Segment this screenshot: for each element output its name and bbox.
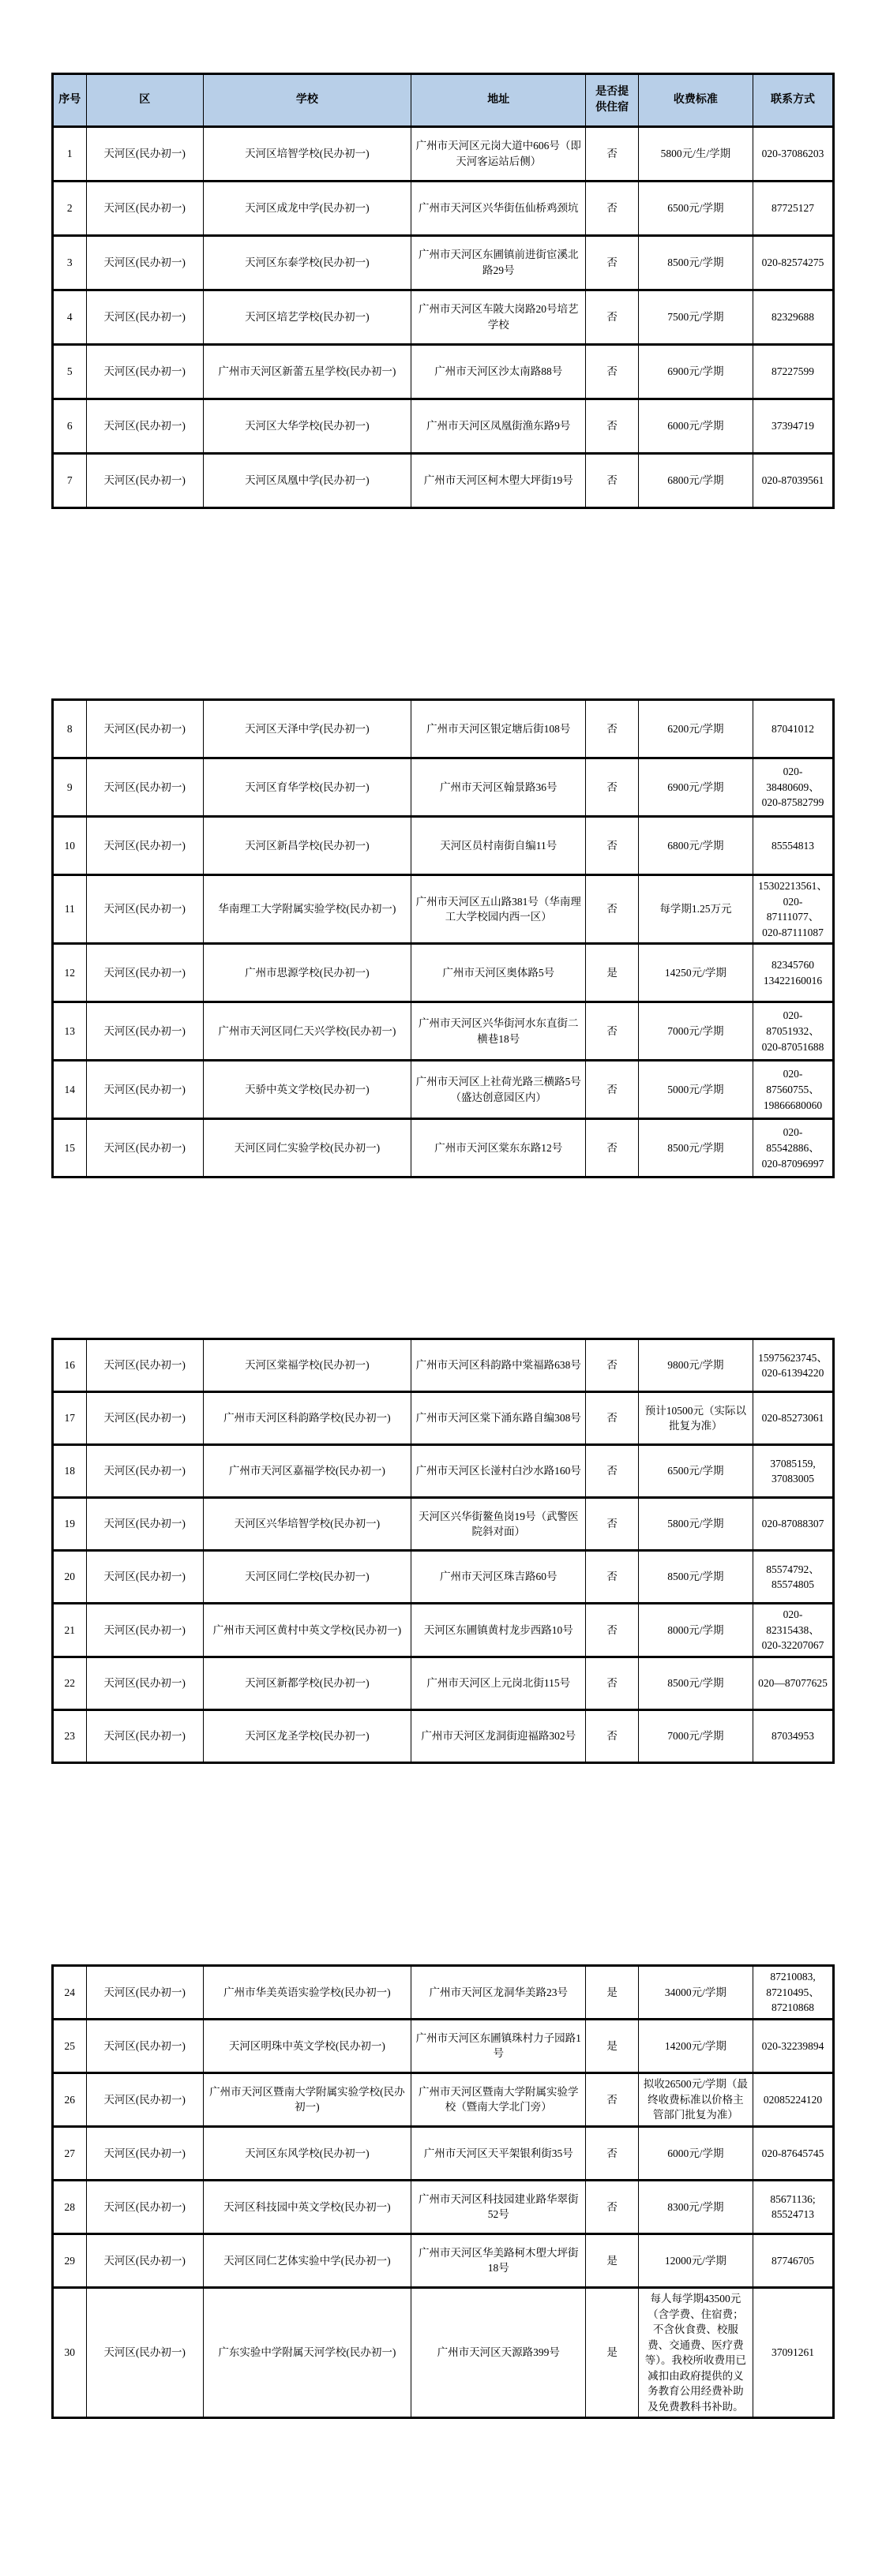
table-cell-fee: 6500元/学期 (638, 182, 753, 236)
table-row (53, 1119, 834, 1178)
table-cell-district: 天河区(民办初一) (86, 944, 203, 1002)
table-cell-fee: 14250元/学期 (638, 944, 753, 1002)
table-cell-contact: 85554813 (753, 817, 834, 875)
table-cell-school: 天河区培艺学校(民办初一) (203, 290, 411, 345)
table-cell-fee: 12000元/学期 (638, 2233, 753, 2287)
table-row (53, 944, 834, 1002)
table-cell-district: 天河区(民办初一) (86, 2126, 203, 2180)
table-cell-contact: 020-87560755、19866680060 (753, 1061, 834, 1119)
table-cell-district: 天河区(民办初一) (86, 1119, 203, 1178)
table-cell-boarding: 否 (586, 817, 638, 875)
table-cell-fee: 5000元/学期 (638, 1061, 753, 1119)
table-cell-address: 广州市天河区科技园建业路华翠街52号 (411, 2180, 586, 2233)
table-cell-index: 13 (53, 1002, 87, 1061)
header-cell-fee: 收费标准 (638, 74, 753, 127)
table-cell-index: 3 (53, 236, 87, 290)
table-cell-school: 广州市天河区同仁天兴学校(民办初一) (203, 1002, 411, 1061)
table-cell-district: 天河区(民办初一) (86, 1339, 203, 1392)
table-cell-boarding: 否 (586, 875, 638, 944)
table-cell-fee: 6000元/学期 (638, 2126, 753, 2180)
table-cell-fee: 每学期1.25万元 (638, 875, 753, 944)
table-cell-boarding: 否 (586, 290, 638, 345)
table-cell-district: 天河区(民办初一) (86, 1061, 203, 1119)
table-cell-index: 5 (53, 345, 87, 399)
table-cell-address: 广州市天河区柯木塱大坪街19号 (411, 454, 586, 508)
table-cell-boarding: 否 (586, 700, 638, 758)
table-cell-fee: 8500元/学期 (638, 1119, 753, 1178)
table-row (53, 454, 834, 508)
table-cell-school: 天河区龙圣学校(民办初一) (203, 1709, 411, 1762)
table-cell-address: 广州市天河区棠东东路12号 (411, 1119, 586, 1178)
table-cell-boarding: 否 (586, 2072, 638, 2126)
table-row (53, 2233, 834, 2287)
table-cell-district: 天河区(民办初一) (86, 1965, 203, 2019)
table-cell-boarding: 否 (586, 1445, 638, 1498)
table-cell-district: 天河区(民办初一) (86, 1498, 203, 1551)
table-cell-address: 广州市天河区翰景路36号 (411, 758, 586, 817)
table-cell-school: 广州市华美英语实验学校(民办初一) (203, 1965, 411, 2019)
table-cell-address: 广州市天河区凤凰街渔东路9号 (411, 399, 586, 454)
table-cell-contact: 020-82574275 (753, 236, 834, 290)
school-table-section (53, 127, 834, 508)
table-cell-index: 26 (53, 2072, 87, 2126)
table-cell-boarding: 否 (586, 1657, 638, 1709)
table-cell-contact: 15975623745、020-61394220 (753, 1339, 834, 1392)
table-cell-district: 天河区(民办初一) (86, 2233, 203, 2287)
table-cell-address: 广州市天河区科韵路中棠福路638号 (411, 1339, 586, 1392)
table-row (53, 2287, 834, 2418)
table-cell-boarding: 是 (586, 2019, 638, 2072)
table-cell-district: 天河区(民办初一) (86, 817, 203, 875)
table-cell-boarding: 否 (586, 182, 638, 236)
table-cell-contact: 020-87088307 (753, 1498, 834, 1551)
school-table-section (53, 700, 834, 1178)
table-cell-contact: 15302213561、020-87111077、020-87111087 (753, 875, 834, 944)
table-cell-district: 天河区(民办初一) (86, 2072, 203, 2126)
table-cell-boarding: 是 (586, 2287, 638, 2418)
table-cell-district: 天河区(民办初一) (86, 2287, 203, 2418)
table-cell-district: 天河区(民办初一) (86, 399, 203, 454)
table-cell-contact: 82345760 13422160016 (753, 944, 834, 1002)
table-cell-district: 天河区(民办初一) (86, 1445, 203, 1498)
table-cell-school: 天河区新昌学校(民办初一) (203, 817, 411, 875)
table-row (53, 290, 834, 345)
table-row (53, 1002, 834, 1061)
table-cell-contact: 37091261 (753, 2287, 834, 2418)
header-cell-boarding: 是否提供住宿 (586, 74, 638, 127)
table-cell-contact: 020-38480609、020-87582799 (753, 758, 834, 817)
table-cell-index: 19 (53, 1498, 87, 1551)
table-cell-fee: 5800元/学期 (638, 1498, 753, 1551)
table-row (53, 817, 834, 875)
table-cell-school: 天河区育华学校(民办初一) (203, 758, 411, 817)
table-row (53, 1965, 834, 2019)
table-cell-fee: 拟收26500元/学期（最终收费标准以价格主管部门批复为准） (638, 2072, 753, 2126)
table-cell-address: 广州市天河区长湴村白沙水路160号 (411, 1445, 586, 1498)
table-cell-boarding: 否 (586, 1498, 638, 1551)
table-cell-school: 天河区同仁艺体实验中学(民办初一) (203, 2233, 411, 2287)
table-cell-school: 广州市思源学校(民办初一) (203, 944, 411, 1002)
table-cell-district: 天河区(民办初一) (86, 2019, 203, 2072)
table-cell-fee: 每人每学期43500元（含学费、住宿费；不含伙食费、校服费、交通费、医疗费等）。我校所收费用已减扣由政府提供的义务教育公用经费补助及免费教科书补助。 (638, 2287, 753, 2418)
table-cell-address: 天河区东圃镇黄村龙步西路10号 (411, 1604, 586, 1657)
table-row (53, 236, 834, 290)
table-row (53, 1445, 834, 1498)
table-cell-address: 广州市天河区天源路399号 (411, 2287, 586, 2418)
table-cell-contact: 85574792、85574805 (753, 1551, 834, 1604)
table-cell-boarding: 否 (586, 1392, 638, 1445)
table-cell-school: 华南理工大学附属实验学校(民办初一) (203, 875, 411, 944)
table-cell-boarding: 否 (586, 454, 638, 508)
table-cell-contact: 020-82315438、020-32207067 (753, 1604, 834, 1657)
table-cell-index: 16 (53, 1339, 87, 1392)
table-cell-district: 天河区(民办初一) (86, 1551, 203, 1604)
table-cell-district: 天河区(民办初一) (86, 236, 203, 290)
table-cell-index: 24 (53, 1965, 87, 2019)
table-cell-contact: 87227599 (753, 345, 834, 399)
school-table-page-1 (51, 73, 835, 509)
table-cell-fee: 7000元/学期 (638, 1002, 753, 1061)
table-cell-school: 天河区同仁实验学校(民办初一) (203, 1119, 411, 1178)
table-cell-index: 8 (53, 700, 87, 758)
table-cell-district: 天河区(民办初一) (86, 1392, 203, 1445)
table-row (53, 875, 834, 944)
table-cell-school: 天河区科技园中英文学校(民办初一) (203, 2180, 411, 2233)
table-cell-contact: 85671136; 85524713 (753, 2180, 834, 2233)
table-row (53, 1392, 834, 1445)
table-row (53, 1339, 834, 1392)
table-cell-fee: 6900元/学期 (638, 345, 753, 399)
table-cell-district: 天河区(民办初一) (86, 1604, 203, 1657)
table-row (53, 2126, 834, 2180)
table-cell-district: 天河区(民办初一) (86, 758, 203, 817)
table-cell-boarding: 是 (586, 944, 638, 1002)
table-cell-fee: 6000元/学期 (638, 399, 753, 454)
table-cell-boarding: 否 (586, 236, 638, 290)
table-cell-boarding: 否 (586, 127, 638, 182)
header-cell-index: 序号 (53, 74, 87, 127)
table-row (53, 1709, 834, 1762)
table-cell-address: 天河区员村南街自编11号 (411, 817, 586, 875)
table-cell-index: 7 (53, 454, 87, 508)
table-cell-fee: 5800元/生/学期 (638, 127, 753, 182)
table-cell-district: 天河区(民办初一) (86, 2180, 203, 2233)
table-cell-school: 天河区东泰学校(民办初一) (203, 236, 411, 290)
table-cell-contact: 87746705 (753, 2233, 834, 2287)
header-cell-address: 地址 (411, 74, 586, 127)
table-cell-fee: 8000元/学期 (638, 1604, 753, 1657)
table-cell-district: 天河区(民办初一) (86, 290, 203, 345)
table-cell-boarding: 否 (586, 758, 638, 817)
table-header-row (53, 74, 834, 127)
table-row (53, 182, 834, 236)
table-row (53, 1498, 834, 1551)
school-table-section (53, 1339, 834, 1763)
table-cell-contact: 020-37086203 (753, 127, 834, 182)
table-row (53, 2019, 834, 2072)
table-cell-address: 广州市天河区上社荷光路三横路5号（盛达创意园区内） (411, 1061, 586, 1119)
table-cell-index: 12 (53, 944, 87, 1002)
table-row (53, 700, 834, 758)
document-page (0, 73, 886, 2576)
table-cell-contact: 37085159, 37083005 (753, 1445, 834, 1498)
table-cell-address: 广州市天河区元岗大道中606号（即天河客运站后侧） (411, 127, 586, 182)
table-cell-school: 天骄中英文学校(民办初一) (203, 1061, 411, 1119)
table-cell-school: 天河区棠福学校(民办初一) (203, 1339, 411, 1392)
table-cell-address: 广州市天河区车陂大岗路20号培艺学校 (411, 290, 586, 345)
table-cell-fee: 6800元/学期 (638, 454, 753, 508)
table-cell-fee: 6500元/学期 (638, 1445, 753, 1498)
table-row (53, 1657, 834, 1709)
table-cell-index: 30 (53, 2287, 87, 2418)
table-cell-district: 天河区(民办初一) (86, 700, 203, 758)
school-table-section (53, 1965, 834, 2418)
table-cell-contact: 020-32239894 (753, 2019, 834, 2072)
table-cell-fee: 6800元/学期 (638, 817, 753, 875)
table-cell-contact: 020-87051932、020-87051688 (753, 1002, 834, 1061)
table-row (53, 399, 834, 454)
table-cell-index: 9 (53, 758, 87, 817)
table-cell-district: 天河区(民办初一) (86, 1657, 203, 1709)
table-cell-school: 天河区明珠中英文学校(民办初一) (203, 2019, 411, 2072)
table-cell-fee: 8300元/学期 (638, 2180, 753, 2233)
table-cell-school: 广州市天河区嘉福学校(民办初一) (203, 1445, 411, 1498)
header-cell-district: 区 (86, 74, 203, 127)
table-cell-fee: 7000元/学期 (638, 1709, 753, 1762)
table-cell-address: 广州市天河区奥体路5号 (411, 944, 586, 1002)
table-row (53, 1061, 834, 1119)
table-cell-index: 11 (53, 875, 87, 944)
table-cell-index: 27 (53, 2126, 87, 2180)
school-table-page-3 (51, 1338, 835, 1764)
table-cell-school: 天河区同仁学校(民办初一) (203, 1551, 411, 1604)
table-cell-index: 29 (53, 2233, 87, 2287)
table-cell-contact: 020—87077625 (753, 1657, 834, 1709)
table-cell-address: 广州市天河区华美路柯木塱大坪街18号 (411, 2233, 586, 2287)
table-cell-index: 20 (53, 1551, 87, 1604)
table-cell-index: 1 (53, 127, 87, 182)
table-cell-district: 天河区(民办初一) (86, 182, 203, 236)
table-cell-boarding: 是 (586, 1965, 638, 2019)
table-cell-boarding: 否 (586, 1551, 638, 1604)
table-cell-boarding: 否 (586, 2180, 638, 2233)
table-cell-index: 23 (53, 1709, 87, 1762)
table-cell-address: 广州市天河区兴华街河水东直街二横巷18号 (411, 1002, 586, 1061)
table-cell-index: 18 (53, 1445, 87, 1498)
school-table-page-4 (51, 1964, 835, 2420)
table-cell-fee: 14200元/学期 (638, 2019, 753, 2072)
table-cell-contact: 87034953 (753, 1709, 834, 1762)
table-cell-school: 广州市天河区新蕾五星学校(民办初一) (203, 345, 411, 399)
table-cell-fee: 7500元/学期 (638, 290, 753, 345)
school-table-page-2 (51, 698, 835, 1178)
table-cell-index: 14 (53, 1061, 87, 1119)
table-cell-district: 天河区(民办初一) (86, 454, 203, 508)
table-cell-index: 15 (53, 1119, 87, 1178)
table-cell-boarding: 否 (586, 1339, 638, 1392)
header-cell-contact: 联系方式 (753, 74, 834, 127)
table-cell-fee: 8500元/学期 (638, 1657, 753, 1709)
table-cell-index: 10 (53, 817, 87, 875)
table-cell-boarding: 否 (586, 399, 638, 454)
table-row (53, 1551, 834, 1604)
table-row (53, 345, 834, 399)
table-cell-index: 6 (53, 399, 87, 454)
table-cell-district: 天河区(民办初一) (86, 345, 203, 399)
table-cell-district: 天河区(民办初一) (86, 1709, 203, 1762)
table-cell-district: 天河区(民办初一) (86, 1002, 203, 1061)
table-cell-school: 天河区天泽中学(民办初一) (203, 700, 411, 758)
table-cell-contact: 87041012 (753, 700, 834, 758)
table-cell-school: 天河区成龙中学(民办初一) (203, 182, 411, 236)
table-cell-contact: 82329688 (753, 290, 834, 345)
table-cell-boarding: 否 (586, 1119, 638, 1178)
table-cell-index: 21 (53, 1604, 87, 1657)
table-cell-school: 广州市天河区黄村中英文学校(民办初一) (203, 1604, 411, 1657)
table-cell-address: 天河区兴华街鳌鱼岗19号（武警医院斜对面） (411, 1498, 586, 1551)
table-cell-district: 天河区(民办初一) (86, 127, 203, 182)
table-cell-boarding: 否 (586, 1061, 638, 1119)
table-cell-address: 广州市天河区天平架银利街35号 (411, 2126, 586, 2180)
table-cell-contact: 020-85273061 (753, 1392, 834, 1445)
table-cell-address: 广州市天河区暨南大学附属实验学校（暨南大学北门旁） (411, 2072, 586, 2126)
table-cell-fee: 9800元/学期 (638, 1339, 753, 1392)
table-cell-index: 4 (53, 290, 87, 345)
table-row (53, 2072, 834, 2126)
table-cell-address: 广州市天河区东圃镇珠村力子园路1号 (411, 2019, 586, 2072)
table-cell-index: 22 (53, 1657, 87, 1709)
table-cell-address: 广州市天河区东圃镇前进街宦溪北路29号 (411, 236, 586, 290)
table-cell-boarding: 否 (586, 2126, 638, 2180)
table-cell-address: 广州市天河区龙洞华美路23号 (411, 1965, 586, 2019)
table-cell-boarding: 是 (586, 2233, 638, 2287)
table-cell-contact: 37394719 (753, 399, 834, 454)
table-cell-boarding: 否 (586, 1002, 638, 1061)
table-cell-school: 天河区凤凰中学(民办初一) (203, 454, 411, 508)
table-cell-school: 广东实验中学附属天河学校(民办初一) (203, 2287, 411, 2418)
header-cell-school: 学校 (203, 74, 411, 127)
table-cell-contact: 020-85542886、020-87096997 (753, 1119, 834, 1178)
table-cell-address: 广州市天河区五山路381号（华南理工大学校园内西一区） (411, 875, 586, 944)
table-cell-school: 广州市天河区暨南大学附属实验学校(民办初一) (203, 2072, 411, 2126)
table-cell-index: 2 (53, 182, 87, 236)
table-cell-index: 25 (53, 2019, 87, 2072)
table-cell-address: 广州市天河区沙太南路88号 (411, 345, 586, 399)
table-cell-fee: 6900元/学期 (638, 758, 753, 817)
table-cell-address: 广州市天河区银定塘后街108号 (411, 700, 586, 758)
table-row (53, 758, 834, 817)
table-cell-school: 天河区大华学校(民办初一) (203, 399, 411, 454)
table-cell-contact: 87725127 (753, 182, 834, 236)
table-cell-fee: 34000元/学期 (638, 1965, 753, 2019)
table-row (53, 1604, 834, 1657)
table-cell-address: 广州市天河区兴华街伍仙桥鸡颈坑 (411, 182, 586, 236)
table-cell-boarding: 否 (586, 1709, 638, 1762)
table-cell-contact: 020-87039561 (753, 454, 834, 508)
table-cell-contact: 87210083, 87210495、87210868 (753, 1965, 834, 2019)
table-cell-fee: 8500元/学期 (638, 236, 753, 290)
table-cell-address: 广州市天河区上元岗北街115号 (411, 1657, 586, 1709)
table-cell-boarding: 否 (586, 345, 638, 399)
table-cell-school: 天河区培智学校(民办初一) (203, 127, 411, 182)
table-cell-fee: 预计10500元（实际以批复为准） (638, 1392, 753, 1445)
table-cell-contact: 020-87645745 (753, 2126, 834, 2180)
table-cell-fee: 6200元/学期 (638, 700, 753, 758)
table-cell-address: 广州市天河区珠吉路60号 (411, 1551, 586, 1604)
table-cell-index: 28 (53, 2180, 87, 2233)
table-cell-index: 17 (53, 1392, 87, 1445)
table-row (53, 127, 834, 182)
table-cell-school: 天河区兴华培智学校(民办初一) (203, 1498, 411, 1551)
table-cell-address: 广州市天河区龙洞街迎福路302号 (411, 1709, 586, 1762)
table-cell-district: 天河区(民办初一) (86, 875, 203, 944)
table-row (53, 2180, 834, 2233)
table-cell-fee: 8500元/学期 (638, 1551, 753, 1604)
table-cell-school: 天河区东风学校(民办初一) (203, 2126, 411, 2180)
table-cell-school: 天河区新都学校(民办初一) (203, 1657, 411, 1709)
table-cell-school: 广州市天河区科韵路学校(民办初一) (203, 1392, 411, 1445)
table-cell-contact: 02085224120 (753, 2072, 834, 2126)
table-cell-boarding: 否 (586, 1604, 638, 1657)
table-cell-address: 广州市天河区棠下涌东路自编308号 (411, 1392, 586, 1445)
